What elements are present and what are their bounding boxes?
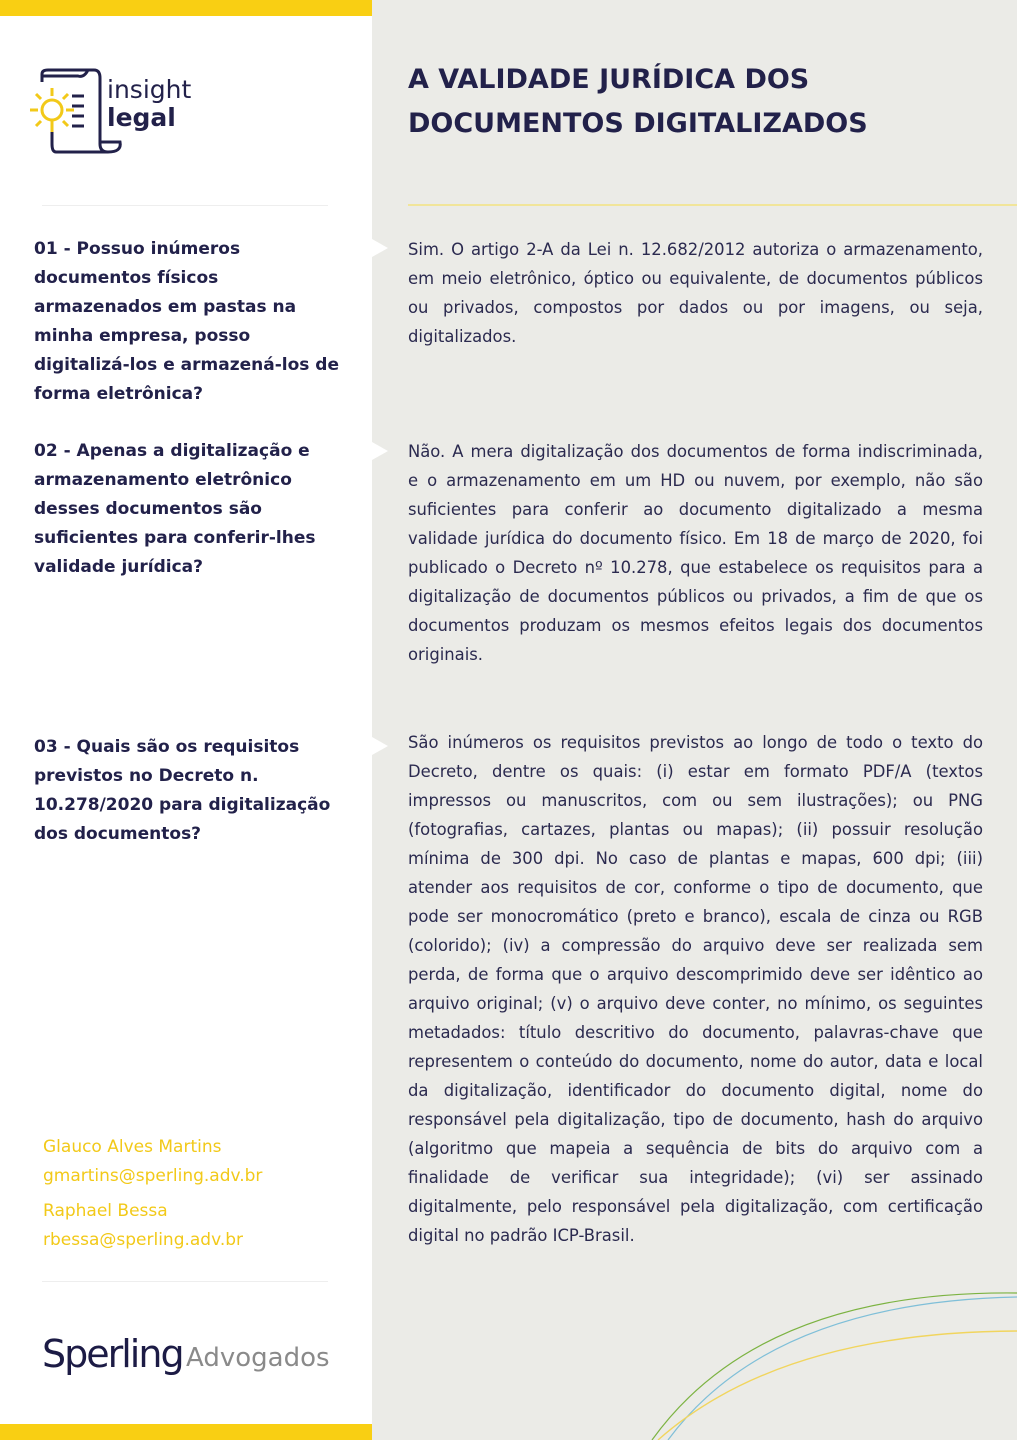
author-name: Glauco Alves Martins xyxy=(43,1137,222,1157)
divider xyxy=(42,1281,328,1282)
bottom-accent-bar xyxy=(0,1424,372,1440)
answer-1: Sim. O artigo 2-A da Lei n. 12.682/2012 autoriza o armazenamento, em meio eletrônico, óptico ou equivalente, de documentos públicos ou privados, compostos por dados ou por imagens, ou seja, digitalizados. xyxy=(408,240,983,346)
author-name: Raphael Bessa xyxy=(43,1201,168,1221)
decorative-curves xyxy=(600,1280,1017,1440)
question-2: 02 - Apenas a digitalização e armazenamento eletrônico desses documentos são suficientes para conferir-lhes validade jurídica? xyxy=(34,441,316,577)
pointer-notch xyxy=(372,737,388,755)
question-3: 03 - Quais são os requisitos previstos no Decreto n. 10.278/2020 para digitalização dos documentos? xyxy=(34,737,331,844)
authors xyxy=(43,1133,262,1255)
question-1: 01 - Possuo inúmeros documentos físicos armazenados em pastas na minha empresa, posso digitalizá-los e armazená-los de forma eletrônica? xyxy=(34,239,339,404)
divider xyxy=(42,205,328,206)
pointer-notch xyxy=(372,442,388,460)
author-email[interactable]: gmartins@sperling.adv.br xyxy=(43,1166,263,1186)
top-accent-bar xyxy=(0,0,372,16)
sperling-logo: Sperling xyxy=(42,1332,183,1376)
author-email[interactable]: rbessa@sperling.adv.br xyxy=(43,1230,244,1250)
answer-3: São inúmeros os requisitos previstos ao longo de todo o texto do Decreto, dentre os quais: (i) estar em formato PDF/A (textos impressos ou manuscritos, com ou sem ilustrações); ou PNG (fotografias, cartazes, plantas ou mapas); (ii) possuir resolução mínima de 300 dpi. No caso de plantas e mapas, 600 dpi; (iii) atender aos requisitos de cor, conforme o tipo de documento, que pode ser monocromático (preto e branco), escala de cinza ou RGB (colorido); (iv) a compressão do arquivo deve ser realizada sem perda, de forma que o arquivo descomprimido deve ser idêntico ao arquivo original; (v) o arquivo deve conter, no mínimo, os seguintes metadados: título descritivo do documento, palavras-chave que representem o conteúdo do documento, nome do autor, data e local da digitalização, identificador do documento digital, nome do responsável pela digitalização, tipo de documento, hash do arquivo (algoritmo que mapeia a sequência de bits do arquivo com a finalidade de verificar sua integridade); (vi) ser assinado digitalmente, pelo responsável pela digitalização, com certificação digital no padrão ICP-Brasil. xyxy=(408,733,983,1245)
pointer-notch xyxy=(372,239,388,257)
sperling-logo-sub: Advogados xyxy=(186,1343,330,1373)
page-title: A VALIDADE JURÍDICA DOS DOCUMENTOS DIGITALIZADOS xyxy=(408,64,868,139)
title-underline xyxy=(408,204,1017,206)
insight-legal-logo-text: insight legal xyxy=(107,75,192,132)
answer-2: Não. A mera digitalização dos documentos de forma indiscriminada, e o armazenamento em um HD ou nuvem, por exemplo, não são suficientes para conferir ao documento digitalizado a mesma validade jurídica do documento físico. Em 18 de março de 2020, foi publicado o Decreto nº 10.278, que estabelece os requisitos para a digitalização de documentos públicos ou privados, a fim de que os documentos produzam os mesmos efeitos legais dos documentos originais. xyxy=(408,442,983,664)
